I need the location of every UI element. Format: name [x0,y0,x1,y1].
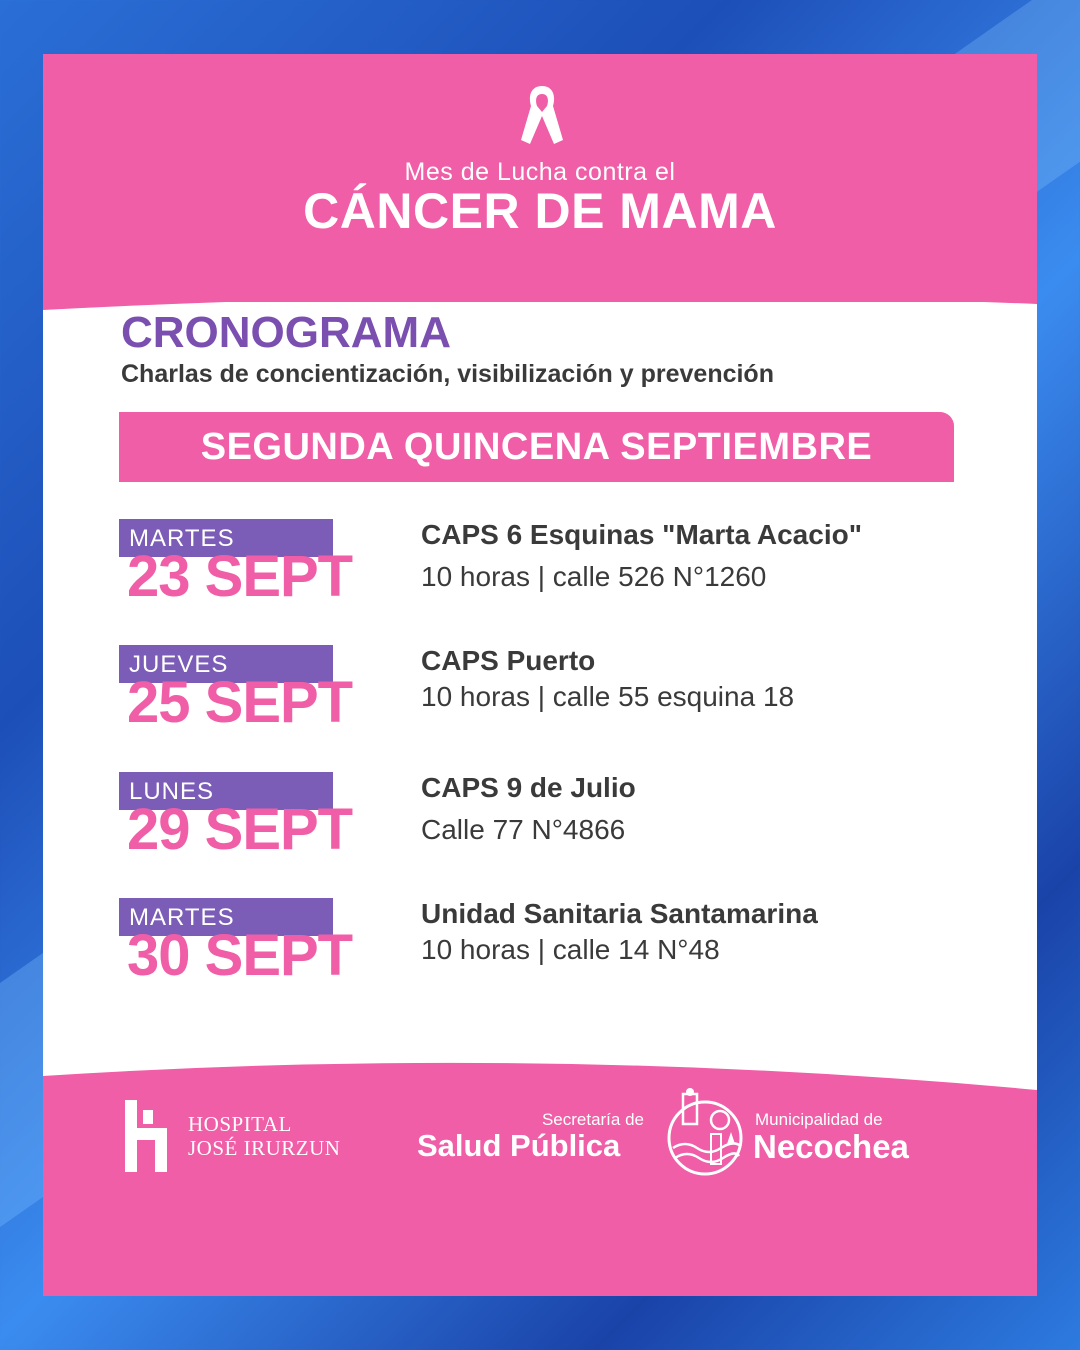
event-place: CAPS 9 de Julio [421,772,636,803]
event-date: 30 SEPT [127,923,353,988]
event-item [119,645,989,755]
header-subtitle: Mes de Lucha contra el [404,158,676,186]
event-date: 25 SEPT [127,670,353,735]
event-date: 23 SEPT [127,544,353,609]
schedule-subtitle: Charlas de concientización, visibilización y prevención [121,360,774,388]
event-day: MARTES [129,904,235,931]
event-detail: 10 horas | calle 55 esquina 18 [421,681,795,712]
municipalidad-label: Municipalidad de [755,1110,883,1129]
event-day: LUNES [129,778,215,805]
event-detail: 10 horas | calle 14 N°48 [421,934,720,965]
period-banner [119,412,954,482]
hospital-line1: HOSPITAL [188,1112,292,1136]
event-detail: 10 horas | calle 526 N°1260 [421,561,767,592]
event-place: CAPS Puerto [421,645,596,676]
event-day: MARTES [129,525,235,552]
period-banner-text: SEGUNDA QUINCENA SEPTIEMBRE [200,426,873,468]
necochea-label: Necochea [753,1128,909,1165]
event-place: Unidad Sanitaria Santamarina [421,898,818,929]
hospital-name [188,1112,340,1160]
event-item [119,519,989,629]
event-item [119,898,989,1008]
event-date: 29 SEPT [127,797,353,862]
event-detail: Calle 77 N°4866 [421,814,626,845]
event-item [119,772,989,882]
hospital-line2: JOSÉ IRURZUN [188,1136,341,1160]
pink-ribbon-icon [517,82,567,148]
event-place: CAPS 6 Esquinas "Marta Acacio" [421,519,862,550]
salud-publica-label: Salud Pública [417,1128,621,1163]
event-day: JUEVES [129,651,229,678]
schedule-title: CRONOGRAMA [121,308,451,357]
header-title: CÁNCER DE MAMA [303,183,777,239]
poster-card [43,54,1037,1296]
hospital-h-logo [125,1100,173,1172]
necochea-seal-logo [665,1086,745,1178]
secretaria-label: Secretaría de [541,1110,644,1129]
